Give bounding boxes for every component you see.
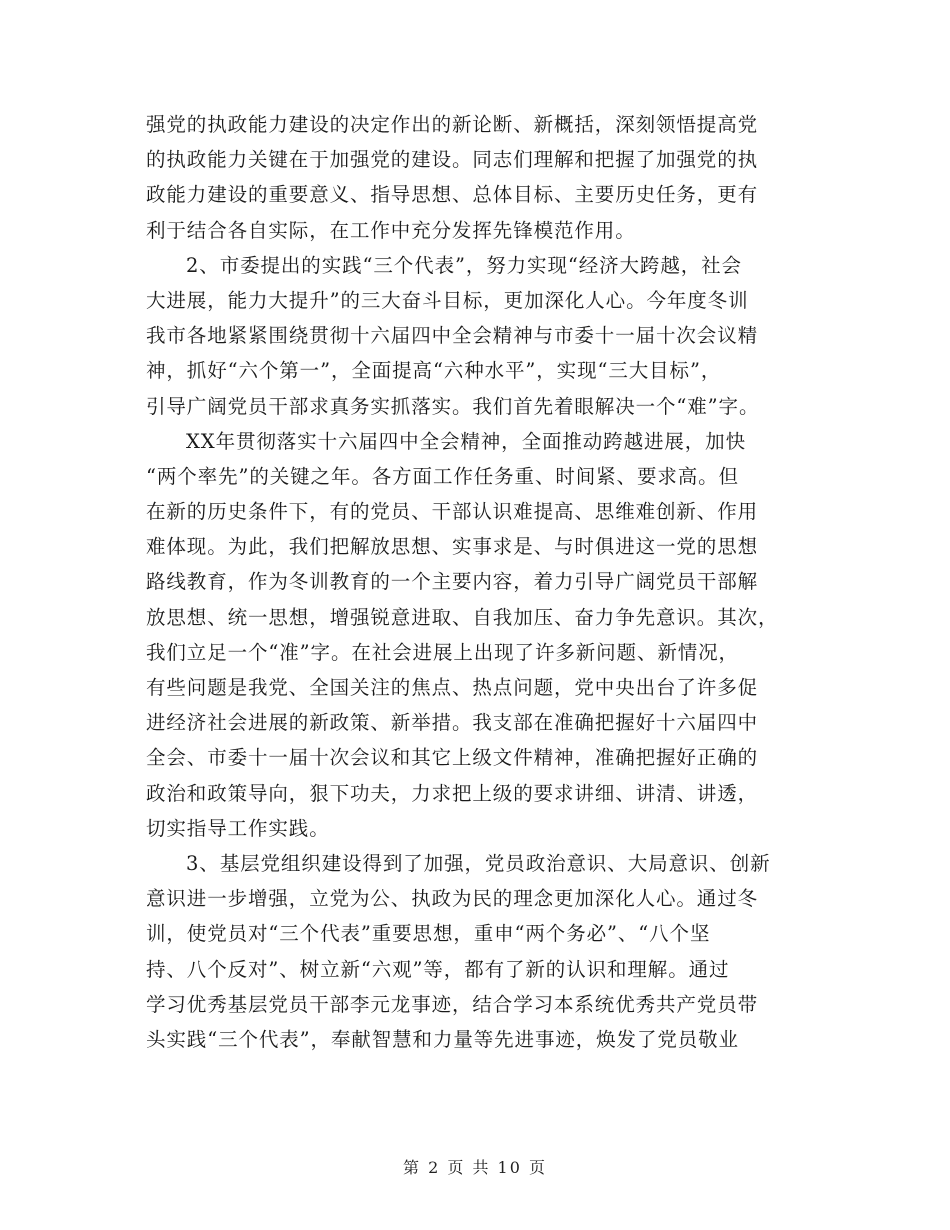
page-number-footer: 第 2 页 共 10 页	[403, 1158, 547, 1177]
text-line: XX年贯彻落实十六届四中全会精神，全面推动跨越进展，加快	[186, 429, 746, 453]
paragraph-3	[146, 424, 806, 846]
text-line: 2、市委提出的实践“三个代表”，努力实现“经济大跨越，社会	[186, 253, 742, 277]
text-line: 强党的执政能力建设的决定作出的新论断、新概括，深刻领悟提高党	[146, 113, 759, 136]
document-body	[146, 107, 806, 1057]
text-line: 我市各地紧紧围绕贯彻十六届四中全会精神与市委十一届十次会议精	[146, 324, 759, 348]
text-line: 大进展，能力大提升”的三大奋斗目标，更加深化人心。今年度冬训	[146, 288, 749, 312]
paragraph-2	[146, 248, 806, 424]
text-line: 利于结合各自实际，在工作中充分发挥先锋模范作用。	[146, 218, 636, 242]
text-line: 路线教育，作为冬训教育的一个主要内容，着力引导广阔党员干部解	[146, 570, 759, 594]
text-line: 难体现。为此，我们把解放思想、实事求是、与时俱进这一党的思想	[146, 535, 759, 559]
text-line: 持、八个反对”、树立新“六观”等，都有了新的认识和理解。通过	[146, 957, 730, 981]
text-line: 在新的历史条件下，有的党员、干部认识难提高、思维难创新、作用	[146, 500, 759, 524]
text-line: 我们立足一个“准”字。在社会进展上出现了许多新问题、新情况，	[146, 640, 739, 664]
text-line: 引导广阔党员干部求真务实抓落实。我们首先着眼解决一个“难”字。	[146, 394, 760, 418]
text-line: 的执政能力关键在于加强党的建设。同志们理解和把握了加强党的执	[146, 148, 759, 172]
text-line: 3、基层党组织建设得到了加强，党员政治意识、大局意识、创新	[186, 851, 771, 875]
text-line: “两个率先”的关键之年。各方面工作任务重、时间紧、要求高。但	[146, 464, 739, 488]
text-line: 切实指导工作实践。	[146, 816, 330, 840]
text-line: 进经济社会进展的新政策、新举措。我支部在准确把握好十六届四中	[146, 711, 759, 735]
text-line: 意识进一步增强，立党为公、执政为民的理念更加深化人心。通过冬	[146, 887, 759, 911]
text-line: 政能力建设的重要意义、指导思想、总体目标、主要历史任务，更有	[146, 183, 759, 207]
paragraph-4	[146, 846, 806, 1057]
text-line: 神，抓好“六个第一”，全面提高“六种水平”，实现“三大目标”，	[146, 359, 722, 383]
text-line: 放思想、统一思想，增强锐意进取、自我加压、奋力争先意识。其次，	[146, 605, 779, 629]
text-line: 全会、市委十一届十次会议和其它上级文件精神，准确把握好正确的	[146, 746, 759, 770]
paragraph-1	[146, 107, 806, 248]
text-line: 学习优秀基层党员干部李元龙事迹，结合学习本系统优秀共产党员带	[146, 992, 759, 1016]
text-line: 政治和政策导向，狠下功夫，力求把上级的要求讲细、讲清、讲透，	[146, 781, 759, 805]
text-line: 头实践“三个代表”，奉献智慧和力量等先进事迹，焕发了党员敬业	[146, 1027, 739, 1051]
text-line: 训，使党员对“三个代表”重要思想，重申“两个务必”、“八个坚	[146, 922, 711, 946]
text-line: 有些问题是我党、全国关注的焦点、热点问题，党中央出台了许多促	[146, 676, 759, 699]
